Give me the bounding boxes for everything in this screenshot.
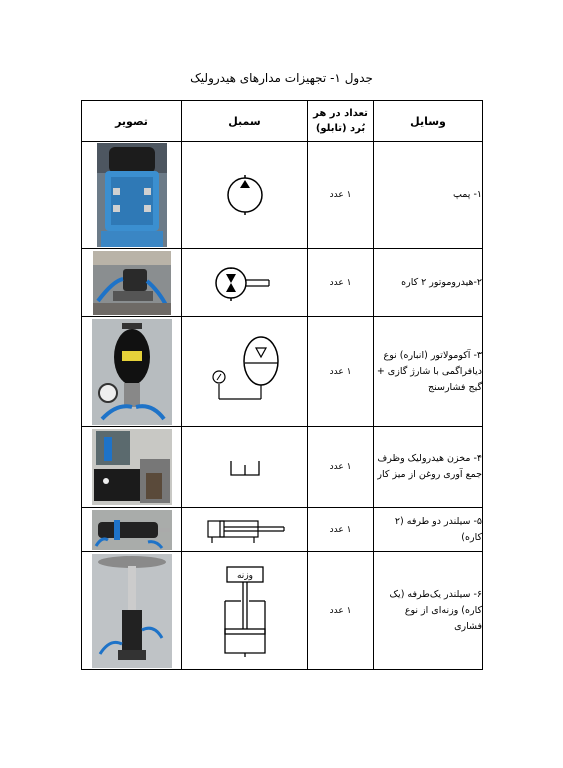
table-row bbox=[82, 427, 483, 508]
weighted-cylinder-symbol-icon bbox=[215, 565, 275, 657]
tank-photo bbox=[92, 429, 172, 505]
header-symbol: سمبل bbox=[182, 101, 308, 142]
header-photo: تصویر bbox=[82, 101, 182, 142]
table-row bbox=[82, 508, 483, 552]
header-device: وسایل bbox=[374, 101, 483, 142]
row-device: ۶- سیلندر یک‌طرفه (یک کاره) وزنه‌ای از نوع فشاری bbox=[374, 552, 483, 670]
table-row bbox=[82, 142, 483, 249]
table-row bbox=[82, 317, 483, 427]
header-row bbox=[82, 101, 483, 142]
row-count: ۱ عدد bbox=[308, 427, 374, 508]
double-acting-cylinder-symbol-icon bbox=[200, 515, 290, 545]
cylinder-photo bbox=[92, 510, 172, 550]
accumulator-photo bbox=[92, 319, 172, 425]
equipment-table bbox=[81, 100, 483, 670]
weight-label: وزنه bbox=[236, 570, 253, 581]
row-device: ۴- مخزن هیدرولیک وظرف جمع آوری روغن از میز کار bbox=[374, 427, 483, 508]
row-device: ۱- پمپ bbox=[374, 142, 483, 249]
table-row bbox=[82, 552, 483, 670]
weighted-cylinder-photo bbox=[92, 554, 172, 668]
pump-symbol-icon bbox=[225, 175, 265, 215]
row-device: ۲-هیدروموتور ۲ کاره bbox=[374, 249, 483, 317]
table-row bbox=[82, 249, 483, 317]
row-device: ۳- آکومولاتور (انباره) نوع دیافراگمی با شارژ گازی + گیج فشارسنج bbox=[374, 317, 483, 427]
row-device: ۵- سیلندر دو طرفه (۲ کاره) bbox=[374, 508, 483, 552]
row-count: ۱ عدد bbox=[308, 508, 374, 552]
row-count: ۱ عدد bbox=[308, 249, 374, 317]
accumulator-gauge-symbol-icon bbox=[205, 335, 285, 409]
tank-symbol-icon bbox=[225, 455, 265, 479]
electric-pump-photo bbox=[97, 143, 167, 247]
hydromotor-photo bbox=[93, 251, 171, 315]
header-count: تعداد در هر بُرد (تابلو) bbox=[308, 101, 374, 142]
row-count: ۱ عدد bbox=[308, 552, 374, 670]
row-count: ۱ عدد bbox=[308, 317, 374, 427]
table-title: جدول ۱- تجهیزات مدارهای هیدرولیک bbox=[190, 71, 373, 85]
row-count: ۱ عدد bbox=[308, 142, 374, 249]
bidirectional-hydromotor-symbol-icon bbox=[215, 261, 275, 305]
